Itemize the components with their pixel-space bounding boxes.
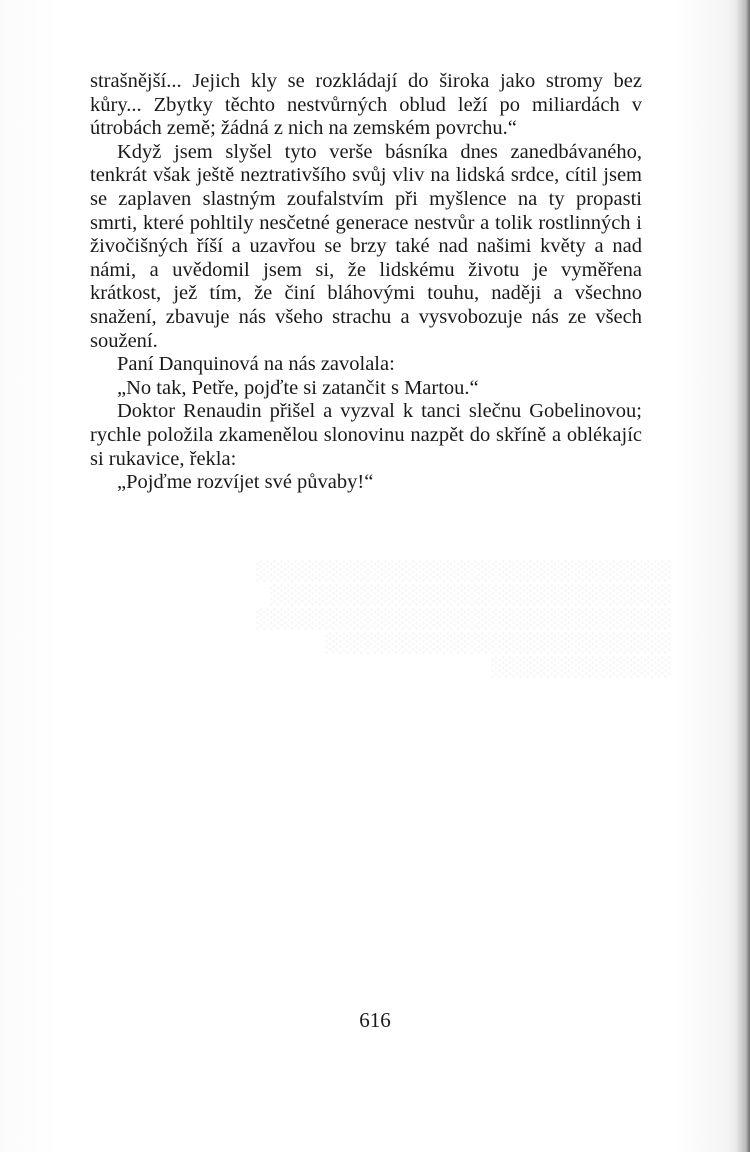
paragraph: Paní Danquinová na nás zavolala: bbox=[117, 353, 395, 376]
body-text bbox=[90, 70, 642, 495]
page-number: 616 bbox=[359, 1008, 391, 1032]
page-edge-shadow bbox=[736, 0, 750, 1152]
paragraph: Když jsem slyšel tyto verše básníka dnes zanedbávaného, tenkrát však ještě neztrativšího svůj vliv na lidská srdce, cítil jsem se zaplaven slastným zoufalstvím při myšlence na ty propasti smrti, které pohltily nesčetné generace nestvůr a tolik rostlinných i živočišných říší a uzavřou se brzy také nad našimi květy a nad námi, a uvědomil jsem si, že lidskému životu je vyměřena krátkost, jež tím, že činí bláhovými touhu, naději a všechno snažení, zbavuje nás všeho strachu a vysvobozuje nás ze všech soužení. bbox=[90, 140, 642, 352]
paragraph: strašnější... Jejich kly se rozkládají do široka jako stromy bez kůry... Zbytky těchto nestvůrných oblud leží po miliardách v útrobách země; žádná z nich na zemském povrchu.“ bbox=[90, 70, 642, 140]
paragraph: Doktor Renaudin přišel a vyzval k tanci slečnu Gobelinovou; rychle položila zkamenělou slonovinu nazpět do skříně a oblékajíc si rukavice, řekla: bbox=[90, 400, 642, 470]
paragraph: „No tak, Petře, pojďte si zatančit s Martou.“ bbox=[117, 376, 479, 399]
show-through-shadow: ░░░░░░░░░░░░░░░░░░░░░░░░░░░░░░ ░░░░░░░░░░░░░░░░░░░░░░░░░░░░░ ░░░░░░░░░░░░░░░░░░░░░░░░░░░░░░ ░░░░░░░░░░░░░░░░░░░░░░░░░ ░░░░░░░░░░░░░ bbox=[254, 561, 670, 678]
paragraph: „Pojďme rozvíjet své půvaby!“ bbox=[117, 471, 374, 494]
